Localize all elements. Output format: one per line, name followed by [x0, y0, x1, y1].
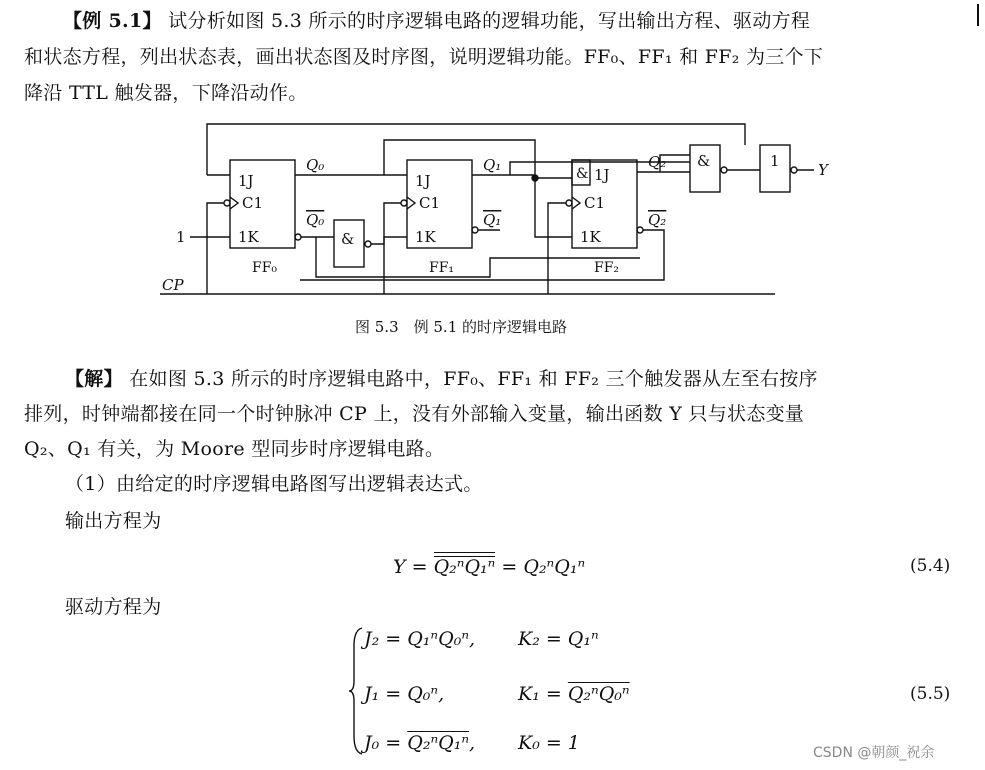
- eq54-rhs: = Q₂ⁿQ₁ⁿ: [501, 556, 586, 578]
- page-edge-mark: [977, 4, 982, 26]
- q1-bar-label: Q₁: [483, 211, 502, 229]
- eq55-row-3: [364, 732, 475, 754]
- eq55-k1: [518, 683, 630, 705]
- step-1: （1）由给定的时序逻辑电路图写出逻辑表达式。: [65, 473, 483, 495]
- cp-label: CP: [162, 276, 184, 294]
- q0-bar-label: Q₀: [306, 211, 325, 229]
- solution-text-1: 在如图 5.3 所示的时序逻辑电路中，FF₀、FF₁ 和 FF₂ 三个触发器从左至右按序: [129, 368, 818, 390]
- eq55-row-1: [364, 628, 475, 650]
- ff1-k-pin: 1K: [415, 228, 436, 246]
- solution-line-3: Q₂、Q₁ 有关，为 Moore 型同步时序逻辑电路。: [24, 438, 445, 460]
- example-line-2: 和状态方程，列出状态表，画出状态图及时序图，说明逻辑功能。FF₀、FF₁ 和 FF₂ 为三个下: [24, 46, 824, 68]
- figure-caption: 图 5.3 例 5.1 的时序逻辑电路: [355, 318, 568, 336]
- and-symbol-output: &: [697, 152, 711, 170]
- solution-line-1: [65, 364, 818, 391]
- eq55-j0-pre: J₀ =: [364, 732, 402, 754]
- q0-label: Q₀: [306, 156, 325, 174]
- q2-bar-label: Q₂: [648, 211, 667, 229]
- solution-label: 【解】: [65, 368, 123, 390]
- q2-label: Q₂: [648, 153, 667, 171]
- example-label: 【例 5.1】: [63, 10, 162, 32]
- eq55-brace: [348, 626, 364, 756]
- and-symbol-ff2: &: [576, 166, 589, 182]
- eq55-j2: J₂ = Q₁ⁿQ₀ⁿ,: [364, 628, 476, 650]
- ff0-j-pin: 1J: [238, 172, 254, 190]
- eq54-outer-bar: [434, 552, 496, 578]
- equation-5-4: [393, 552, 585, 578]
- example-line-3: 降沿 TTL 触发器，下降沿动作。: [24, 82, 308, 104]
- output-y-label: Y: [818, 161, 828, 179]
- input-one-label: 1: [176, 228, 186, 246]
- example-line-1: [63, 6, 810, 33]
- solution-line-2: 排列，时钟端都接在同一个时钟脉冲 CP 上，没有外部输入变量，输出函数 Y 只与状态变量: [24, 403, 805, 425]
- ff0-label: FF₀: [252, 260, 278, 276]
- watermark: CSDN @朝颜_祝余: [813, 745, 935, 761]
- eq54-inner-bar: Q₂ⁿQ₁ⁿ: [433, 556, 496, 578]
- eq55-k1-pre: K₁ =: [518, 683, 562, 705]
- drive-eq-title: 驱动方程为: [65, 596, 162, 618]
- ff0-c-pin: C1: [242, 194, 264, 212]
- q1-label: Q₁: [483, 156, 502, 174]
- eq55-number: (5.5): [910, 684, 951, 704]
- ff1-label: FF₁: [429, 260, 455, 276]
- eq55-j0-post: ,: [469, 732, 476, 754]
- eq55-k0: K₀ = 1: [518, 732, 580, 754]
- eq54-number: (5.4): [910, 556, 951, 576]
- output-eq-title: 输出方程为: [65, 510, 162, 532]
- eq55-row-2: [364, 683, 444, 705]
- eq54-lhs: Y =: [393, 556, 428, 578]
- and-symbol-middle: &: [341, 230, 355, 248]
- ff2-k-pin: 1K: [580, 228, 601, 246]
- ff2-label: FF₂: [594, 260, 620, 276]
- ff1-c-pin: C1: [419, 194, 441, 212]
- ff1-j-pin: 1J: [415, 172, 431, 190]
- ff0-k-pin: 1K: [238, 228, 259, 246]
- not-symbol: 1: [770, 152, 780, 170]
- circuit-diagram: [150, 118, 830, 302]
- example-text-1: 试分析如图 5.3 所示的时序逻辑电路的逻辑功能，写出输出方程、驱动方程: [168, 10, 811, 32]
- ff2-c-pin: C1: [584, 194, 606, 212]
- eq55-k2: K₂ = Q₁ⁿ: [518, 628, 599, 650]
- ff2-j-pin: 1J: [594, 166, 610, 184]
- eq55-j1: J₁ = Q₀ⁿ,: [364, 683, 445, 705]
- eq55-k1-bar: Q₂ⁿQ₀ⁿ: [567, 683, 630, 705]
- eq55-j0-bar: Q₂ⁿQ₁ⁿ: [407, 732, 470, 754]
